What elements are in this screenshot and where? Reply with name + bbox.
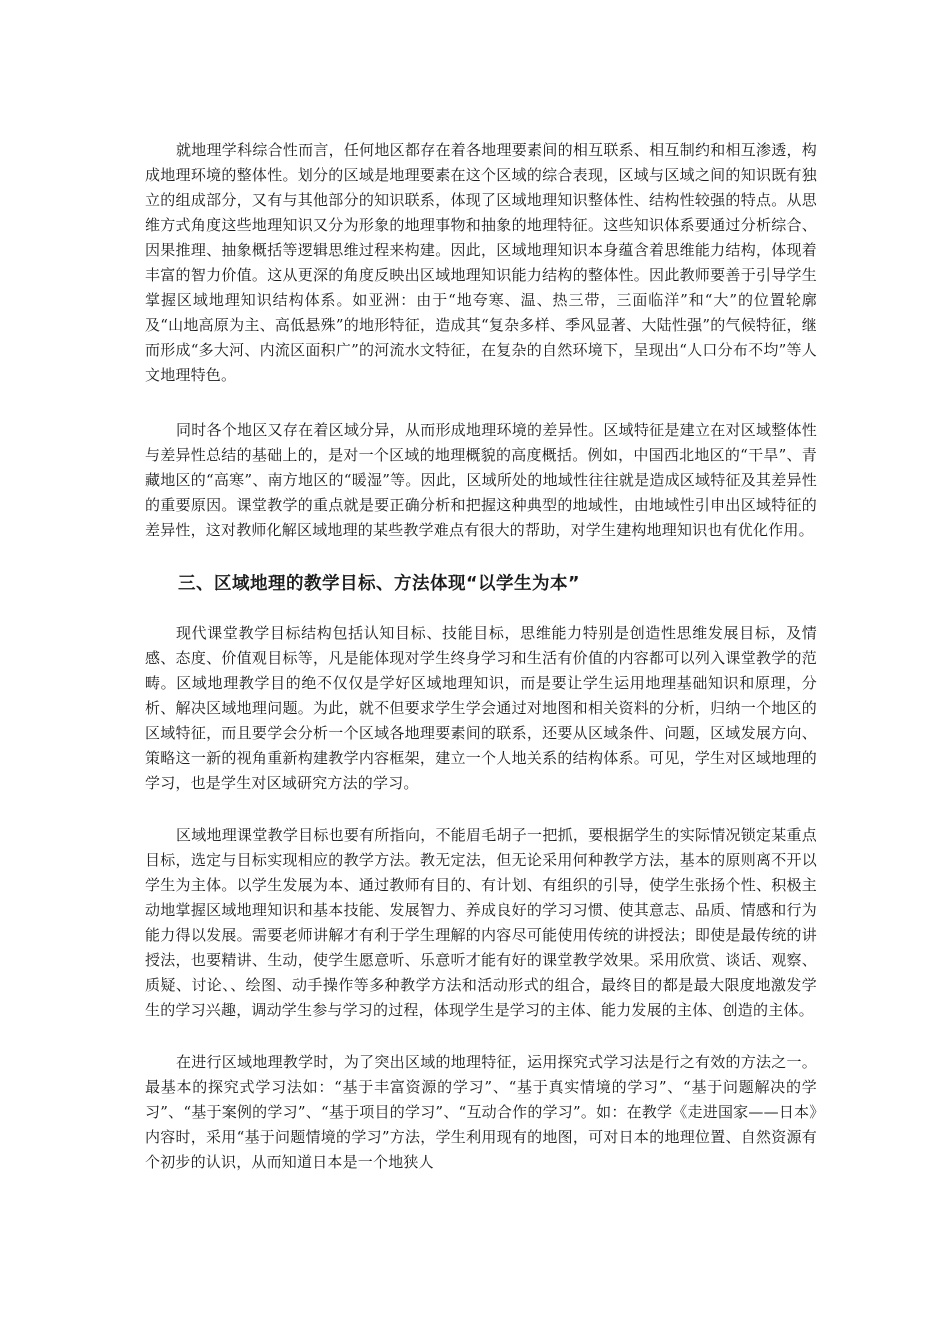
paragraph-teaching-goals: 现代课堂教学目标结构包括认知目标、技能目标，思维能力特别是创造性思维发展目标，及情感、态度、价值观目标等，凡是能体现对学生终身学习和生活有价值的内容都可以列入课堂教学的范畴。区域地理教学目的绝不仅仅是学好区域地理知识，而是要让学生运用地理基础知识和原理，分析、解决区域地理问题。为此，就不但要求学生学会通过对地图和相关资料的分析，归纳一个地区的区域特征，而且要学会分析一个区域各地理要素间的联系，还要从区域条件、问题，区域发展方向、策略这一新的视角重新构建教学内容框架，建立一个人地关系的结构体系。可见，学生对区域地理的学习，也是学生对区域研究方法的学习。 (145, 624, 817, 792)
document-page (145, 138, 817, 1202)
paragraph-inquiry-learning: 在进行区域地理教学时，为了突出区域的地理特征，运用探究式学习法是行之有效的方法之一。最基本的探究式学习法如：“基于丰富资源的学习”、“基于真实情境的学习”、“基于问题解决的学习”、“基于案例的学习”、“基于项目的学习”、“互动合作的学习”。如：在教学《走进国家——日本》内容时，采用“基于问题情境的学习”方法，学生利用现有的地图，可对日本的地理位置、自然资源有个初步的认识，从而知道日本是一个地狭人 (145, 1053, 817, 1171)
paragraph-teaching-methods: 区域地理课堂教学目标也要有所指向，不能眉毛胡子一把抓，要根据学生的实际情况锁定某重点目标，选定与目标实现相应的教学方法。教无定法，但无论采用何种教学方法，基本的原则离不开以学生为主体。以学生发展为本、通过教师有目的、有计划、有组织的引导，使学生张扬个性、积极主动地掌握区域地理知识和基本技能、发展智力、养成良好的学习习惯、使其意志、品质、情感和行为能力得以发展。需要老师讲解才有利于学生理解的内容尽可能使用传统的讲授法；即使是最传统的讲授法，也要精讲、生动，使学生愿意听、乐意听才能有好的课堂教学效果。采用欣赏、谈话、观察、质疑、讨论、、绘图、动手操作等多种教学方法和活动形式的组合，最终目的都是最大限度地激发学生的学习兴趣，调动学生参与学习的过程，体现学生是学习的主体、能力发展的主体、创造的主体。 (145, 826, 817, 1019)
paragraph-integrity: 就地理学科综合性而言，任何地区都存在着各地理要素间的相互联系、相互制约和相互渗透，构成地理环境的整体性。划分的区域是地理要素在这个区域的综合表现，区域与区域之间的知识既有独立的组成部分，又有与其他部分的知识联系，体现了区域地理知识整体性、结构性较强的特点。从思维方式角度这些地理知识又分为形象的地理事物和抽象的地理特征。这些知识体系要通过分析综合、因果推理、抽象概括等逻辑思维过程来构建。因此，区域地理知识本身蕴含着思维能力结构，体现着丰富的智力价值。这从更深的角度反映出区域地理知识能力结构的整体性。因此教师要善于引导学生掌握区域地理知识结构体系。如亚洲：由于“地夸寒、温、热三带，三面临洋”和“大”的位置轮廓及“山地高原为主、高低悬殊”的地形特征，造成其“复杂多样、季风显著、大陆性强”的气候特征，继而形成“多大河、内流区面积广”的河流水文特征，在复杂的自然环境下，呈现出“人口分布不均”等人文地理特色。 (145, 141, 817, 384)
section-heading: 三、区域地理的教学目标、方法体现“以学生为本” (178, 574, 581, 594)
paragraph-differentiation: 同时各个地区又存在着区域分异，从而形成地理环境的差异性。区域特征是建立在对区域整体性与差异性总结的基础上的，是对一个区域的地理概貌的高度概括。例如，中国西北地区的“干旱”、青藏地区的“高寒”、南方地区的“暖湿”等。因此，区域所处的地域性往往就是造成区域特征及其差异性的重要原因。课堂教学的重点就是要正确分析和把握这种典型的地域性，由地域性引申出区域特征的差异性，这对教师化解区域地理的某些教学难点有很大的帮助，对学生建构地理知识也有优化作用。 (145, 421, 817, 539)
